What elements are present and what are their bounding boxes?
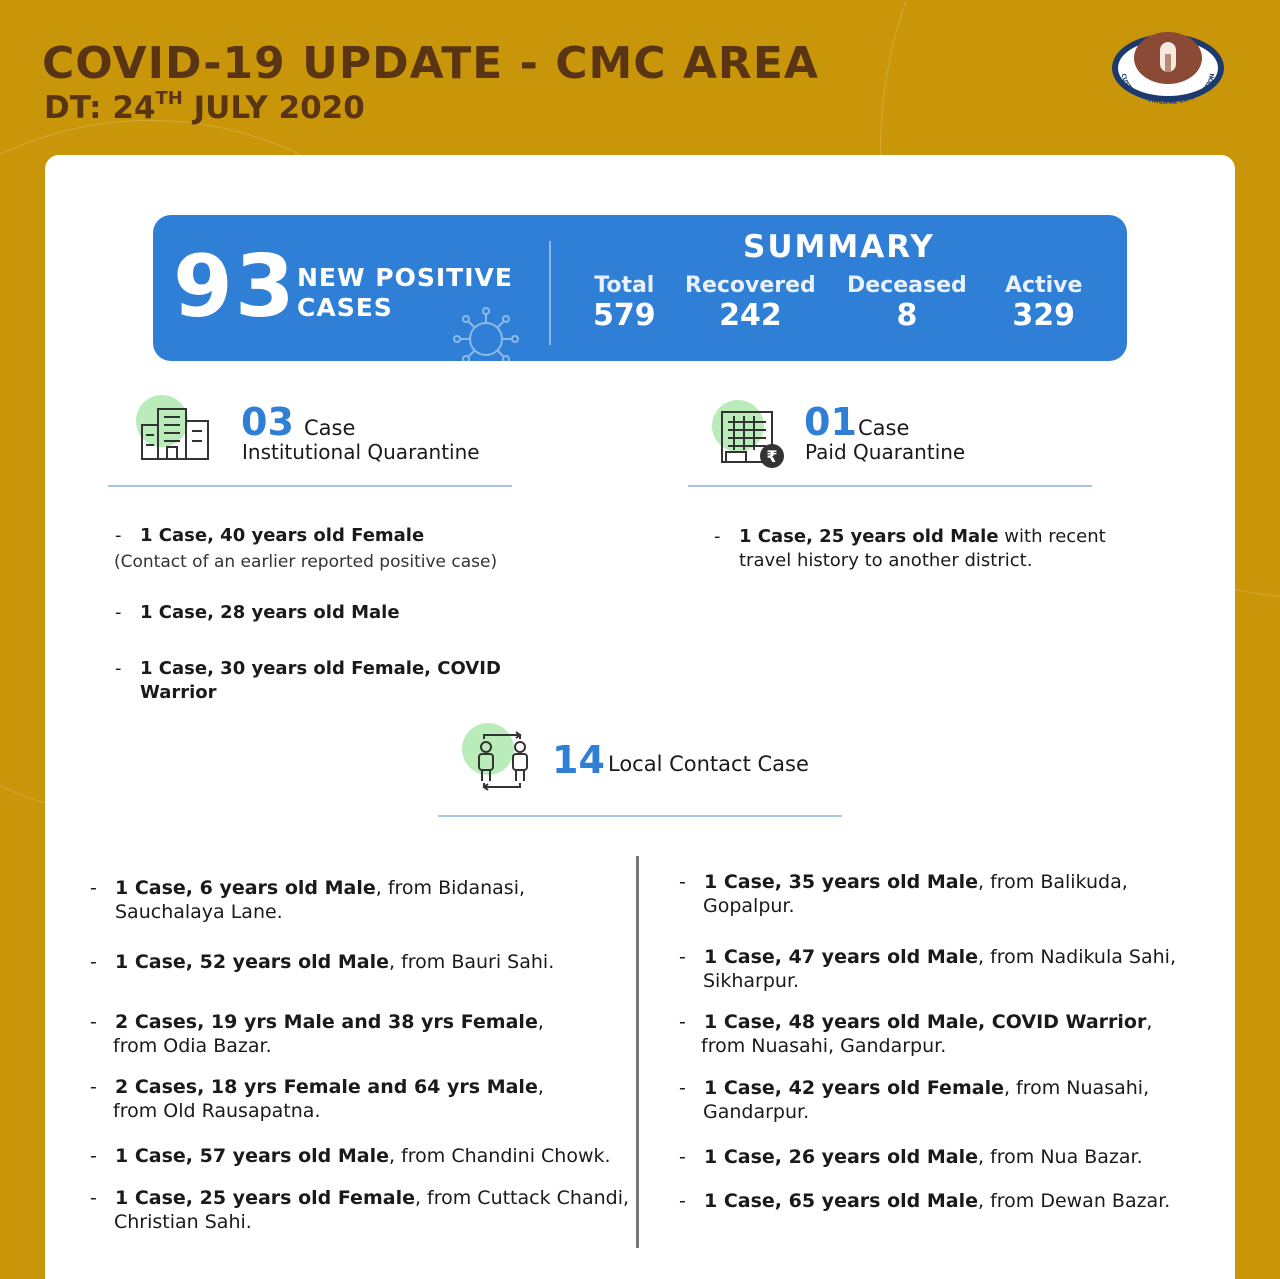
- list-rest: , from Dewan Bazar.: [977, 1190, 1171, 1212]
- list-dash: -: [115, 525, 122, 546]
- list-text: [704, 1076, 1149, 1100]
- list-note: (Contact of an earlier reported positive case): [114, 552, 498, 572]
- list-bold: 1 Case, 35 years old Male: [704, 871, 978, 893]
- stat-deceased: [847, 273, 967, 333]
- stat-recovered: [685, 273, 816, 333]
- new-positive-label-line1: NEW POSITIVE: [297, 263, 513, 292]
- list-bold: 1 Case, 48 years old Male, COVID Warrior: [704, 1011, 1147, 1033]
- list-line2: from Old Rausapatna.: [113, 1100, 321, 1122]
- people-contact-icon: [462, 723, 542, 793]
- stat-value: 329: [1012, 298, 1075, 333]
- list-rest: , from Chandini Chowk.: [388, 1145, 611, 1167]
- list-dash: -: [679, 1146, 686, 1168]
- page-date: [44, 88, 365, 126]
- list-bold: 1 Case, 65 years old Male: [704, 1190, 978, 1212]
- stat-label: Total: [594, 273, 655, 298]
- list-dash: -: [90, 951, 97, 973]
- logo-text: CUTTACK MUNICIPAL CORPORATION: [1119, 73, 1217, 107]
- list-bold: 1 Case, 47 years old Male: [704, 946, 978, 968]
- list-dash: -: [90, 1076, 97, 1098]
- svg-text:₹: ₹: [766, 447, 778, 466]
- list-rest: , from Nadikula Sahi,: [977, 946, 1176, 968]
- list-text: [704, 870, 1128, 894]
- local-underline: [438, 815, 842, 817]
- list-text: [140, 524, 424, 548]
- list-text: [115, 1186, 629, 1210]
- list-bold: 1 Case, 26 years old Male: [704, 1146, 978, 1168]
- list-dash: -: [90, 877, 97, 899]
- list-rest: , from Bauri Sahi.: [388, 951, 555, 973]
- list-rest: , from Nua Bazar.: [977, 1146, 1143, 1168]
- list-text: [704, 945, 1176, 969]
- list-dash: -: [679, 871, 686, 893]
- stat-active: [1005, 273, 1082, 333]
- date-rest: JULY 2020: [182, 90, 365, 126]
- paid-building-icon: [712, 400, 792, 470]
- list-bold: 1 Case, 40 years old Female: [140, 525, 425, 546]
- list-line2: Gopalpur.: [703, 895, 795, 917]
- list-bold: 1 Case, 42 years old Female: [704, 1077, 1004, 1099]
- list-bold: 1 Case, 30 years old Female, COVID Warrior: [140, 658, 501, 703]
- summary-banner: [153, 215, 1127, 361]
- list-rest: , from Bidanasi,: [375, 877, 526, 899]
- list-rest: , from Cuttack Chandi,: [414, 1187, 630, 1209]
- paid-count: 01: [804, 400, 857, 444]
- list-dash: -: [679, 1190, 686, 1212]
- list-text: [704, 1145, 1143, 1169]
- list-dash: -: [90, 1011, 97, 1033]
- list-line2: from Odia Bazar.: [113, 1035, 272, 1057]
- list-bold: 1 Case, 57 years old Male: [115, 1145, 389, 1167]
- date-suffix: TH: [155, 88, 183, 109]
- list-text: [115, 950, 554, 974]
- list-text: [115, 1144, 611, 1168]
- list-dash: -: [90, 1145, 97, 1167]
- local-count: 14: [552, 738, 605, 782]
- list-text: [140, 601, 400, 625]
- list-line2: Sauchalaya Lane.: [115, 901, 283, 923]
- virus-icon: [449, 307, 523, 361]
- list-rest: , from Balikuda,: [977, 871, 1128, 893]
- stat-value: 8: [896, 298, 918, 333]
- stat-label: Deceased: [847, 273, 967, 298]
- list-bold: 2 Cases, 18 yrs Female and 64 yrs Male: [115, 1076, 538, 1098]
- stat-value: 242: [719, 298, 782, 333]
- list-dash: -: [115, 658, 122, 679]
- column-divider: [636, 856, 639, 1248]
- list-text: [115, 1010, 544, 1034]
- list-text: [140, 657, 575, 705]
- new-positive-count: 93: [173, 237, 297, 337]
- local-desc: Local Contact Case: [608, 752, 809, 776]
- list-text: [115, 876, 525, 900]
- building-icon: [136, 395, 216, 465]
- list-dash: -: [714, 526, 721, 547]
- list-dash: -: [679, 1077, 686, 1099]
- paid-desc: Paid Quarantine: [805, 440, 966, 464]
- list-bold: 2 Cases, 19 yrs Male and 38 yrs Female: [115, 1011, 538, 1033]
- institutional-desc: Institutional Quarantine: [242, 440, 480, 464]
- page-title: COVID-19 UPDATE - CMC AREA: [42, 38, 819, 89]
- list-dash: -: [679, 1011, 686, 1033]
- summary-title: SUMMARY: [743, 229, 935, 265]
- list-rest: , from Nuasahi,: [1003, 1077, 1150, 1099]
- list-line2: Sikharpur.: [703, 970, 800, 992]
- paid-unit: Case: [858, 416, 910, 440]
- list-dash: -: [679, 946, 686, 968]
- list-text: [115, 1075, 544, 1099]
- list-bold: 1 Case, 6 years old Male: [115, 877, 376, 899]
- list-dash: -: [90, 1187, 97, 1209]
- institutional-underline: [108, 485, 512, 487]
- list-item: [714, 525, 1114, 575]
- list-text: [704, 1189, 1170, 1213]
- stat-value: 579: [593, 298, 656, 333]
- list-bold: 1 Case, 25 years old Female: [115, 1187, 415, 1209]
- paid-underline: [688, 485, 1092, 487]
- list-line2: Christian Sahi.: [114, 1211, 252, 1233]
- list-dash: -: [115, 602, 122, 623]
- list-rest: ,: [537, 1076, 544, 1098]
- summary-divider: [549, 241, 551, 345]
- list-line2: travel history to another district.: [739, 550, 1033, 571]
- list-bold: 1 Case, 28 years old Male: [140, 602, 400, 623]
- date-prefix: DT: 24: [44, 90, 156, 126]
- list-line2: Gandarpur.: [703, 1101, 810, 1123]
- list-rest: ,: [1146, 1011, 1153, 1033]
- new-positive-label-line2: CASES: [297, 293, 393, 322]
- list-text: [704, 1010, 1152, 1034]
- institutional-unit: Case: [304, 416, 356, 440]
- list-rest: with recent: [998, 526, 1106, 547]
- stat-label: Active: [1005, 273, 1083, 298]
- list-bold: 1 Case, 25 years old Male: [739, 526, 999, 547]
- list-line2: from Nuasahi, Gandarpur.: [701, 1035, 947, 1057]
- cmc-logo: [1108, 28, 1228, 108]
- stat-label: Recovered: [685, 273, 816, 298]
- institutional-count: 03: [241, 400, 294, 444]
- list-text: [739, 525, 1106, 573]
- stat-total: [593, 273, 656, 333]
- list-bold: 1 Case, 52 years old Male: [115, 951, 389, 973]
- list-rest: ,: [537, 1011, 544, 1033]
